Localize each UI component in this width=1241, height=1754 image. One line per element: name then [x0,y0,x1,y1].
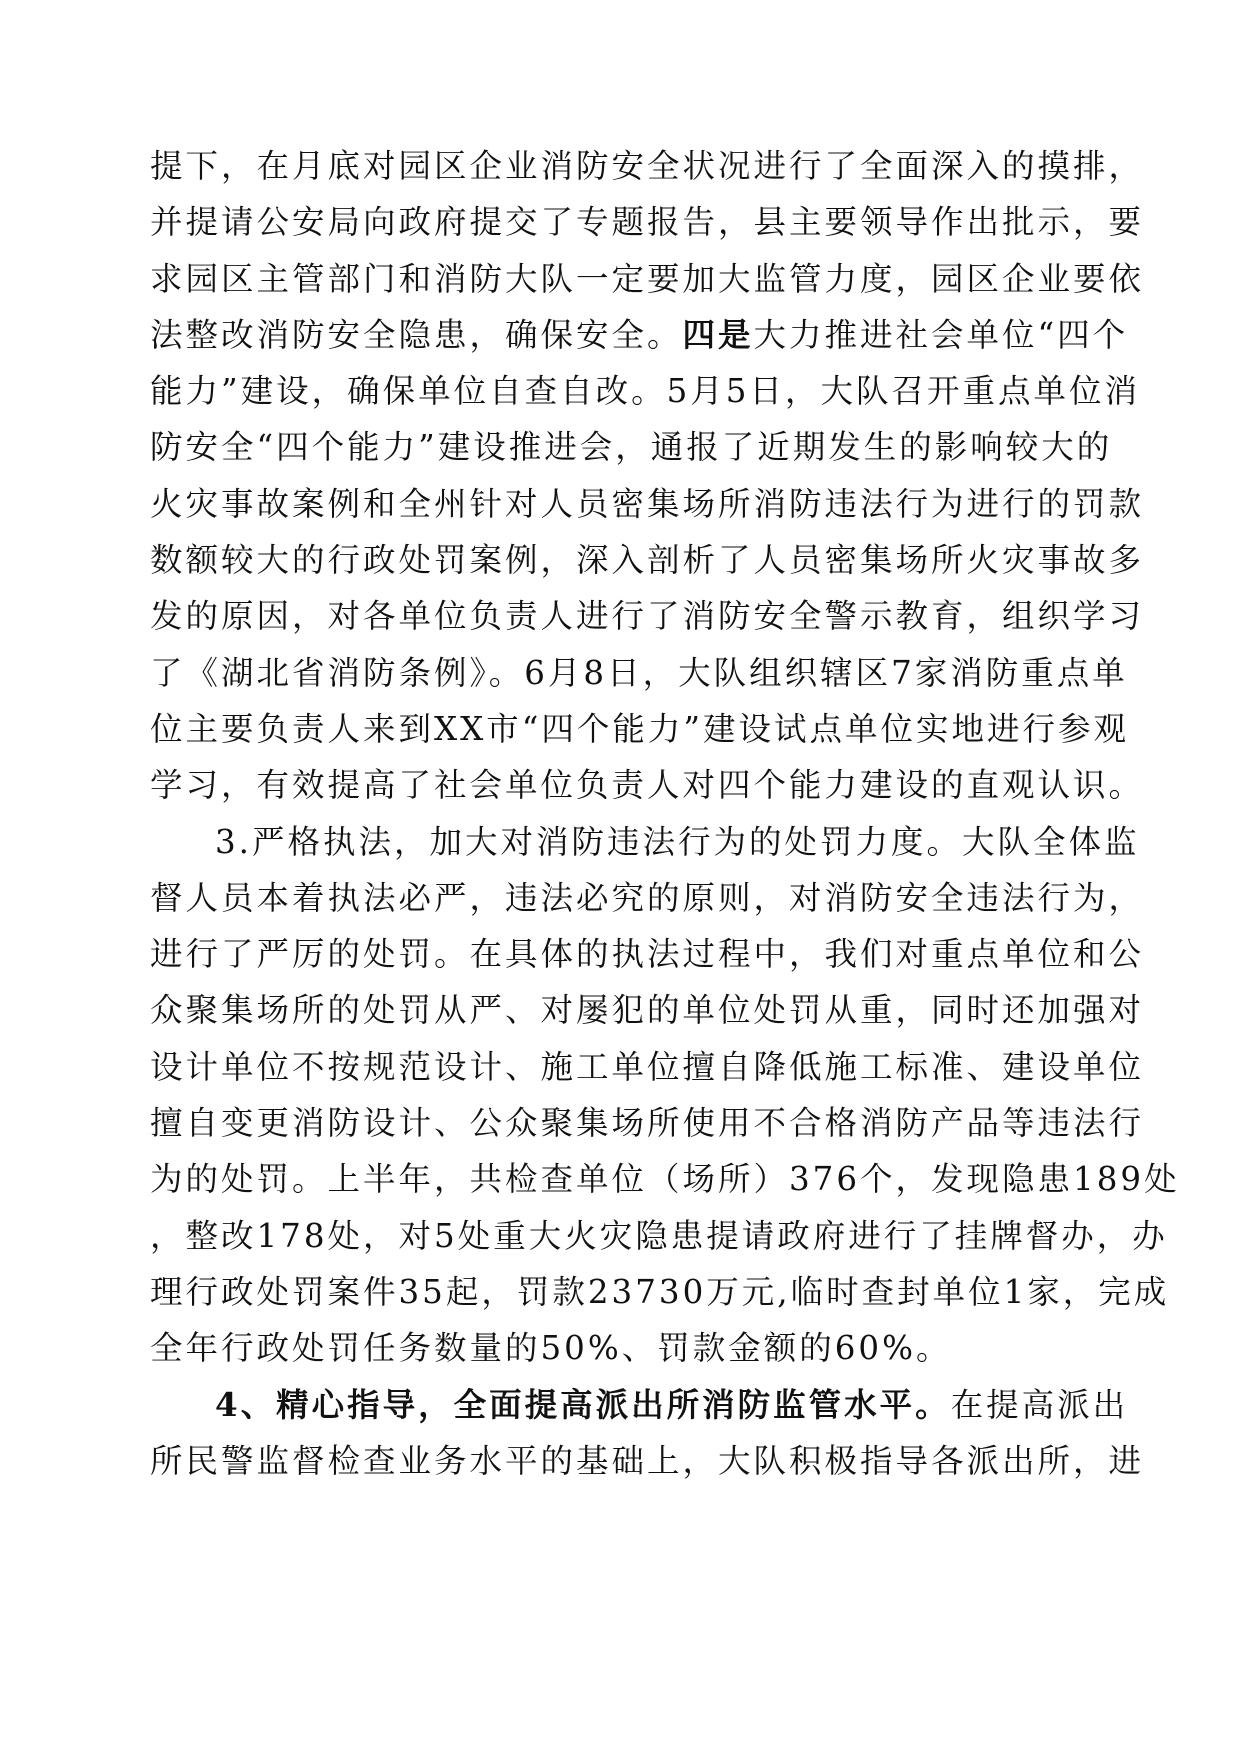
text-segment: 大力推进社会单位“四个 [753,315,1129,354]
text-line [150,307,1129,363]
text-segment: 法整改消防安全隐患，确保安全。 [150,315,683,354]
paragraph-1 [150,138,1145,814]
text-line: ，整改178处，对5处重大火灾隐患提请政府进行了挂牌督办，办 [150,1216,1168,1255]
paragraph-2 [150,814,1180,1377]
section-heading-line [150,1377,1129,1433]
section-heading: 4、精心指导，全面提高派出所消防监管水平。 [215,1384,951,1424]
text-line: 众聚集场所的处罚从严、对屡犯的单位处罚从重，同时还加强对 [150,991,1145,1030]
text-line: 学习，有效提高了社会单位负责人对四个能力建设的直观认识。 [150,766,1145,805]
text-line: 理行政处罚案件35起，罚款23730万元,临时查封单位1家，完成 [150,1272,1170,1311]
text-line: 擅自变更消防设计、公众聚集场所使用不合格消防产品等违法行 [150,1104,1145,1143]
text-line: 了《湖北省消防条例》。6月8日，大队组织辖区7家消防重点单 [150,653,1128,692]
text-line: 提下，在月底对园区企业消防安全状况进行了全面深入的摸排， [150,147,1145,185]
text-line: 能力”建设，确保单位自查自改。5月5日，大队召开重点单位消 [150,372,1140,411]
text-line: 求园区主管部门和消防大队一定要加大监管力度，园区企业要依 [150,259,1145,298]
section-heading-line: 3.严格执法，加大对消防违法行为的处罚力度。大队全体监 [215,822,1140,861]
text-line: 设计单位不按规范设计、施工单位擅自降低施工标准、建设单位 [150,1047,1145,1086]
text-line: 全年行政处罚任务数量的50%、罚款金额的60%。 [150,1329,952,1368]
text-line: 为的处罚。上半年，共检查单位（场所）376个，发现隐患189处 [150,1160,1180,1199]
paragraph-3 [150,1377,1145,1490]
text-line: 数额较大的行政处罚案例，深入剖析了人员密集场所火灾事故多 [150,541,1145,580]
bold-keyword: 四是 [682,314,754,354]
text-line: 督人员本着执法必严，违法必究的原则，对消防安全违法行为， [150,878,1145,917]
document-body [150,138,1180,1489]
text-line: 防安全“四个能力”建设推进会，通报了近期发生的影响较大的 [150,428,1113,467]
text-line: 并提请公安局向政府提交了专题报告，县主要领导作出批示，要 [150,203,1145,242]
text-line: 所民警监督检查业务水平的基础上，大队积极指导各派出所，进 [150,1441,1145,1480]
text-segment: 在提高派出 [950,1385,1129,1424]
text-line: 位主要负责人来到XX市“四个能力”建设试点单位实地进行参观 [150,709,1130,748]
text-line: 发的原因，对各单位负责人进行了消防安全警示教育，组织学习 [150,597,1145,636]
text-line: 火灾事故案例和全州针对人员密集场所消防违法行为进行的罚款 [150,484,1145,523]
text-line: 进行了严厉的处罚。在具体的执法过程中，我们对重点单位和公 [150,935,1145,974]
